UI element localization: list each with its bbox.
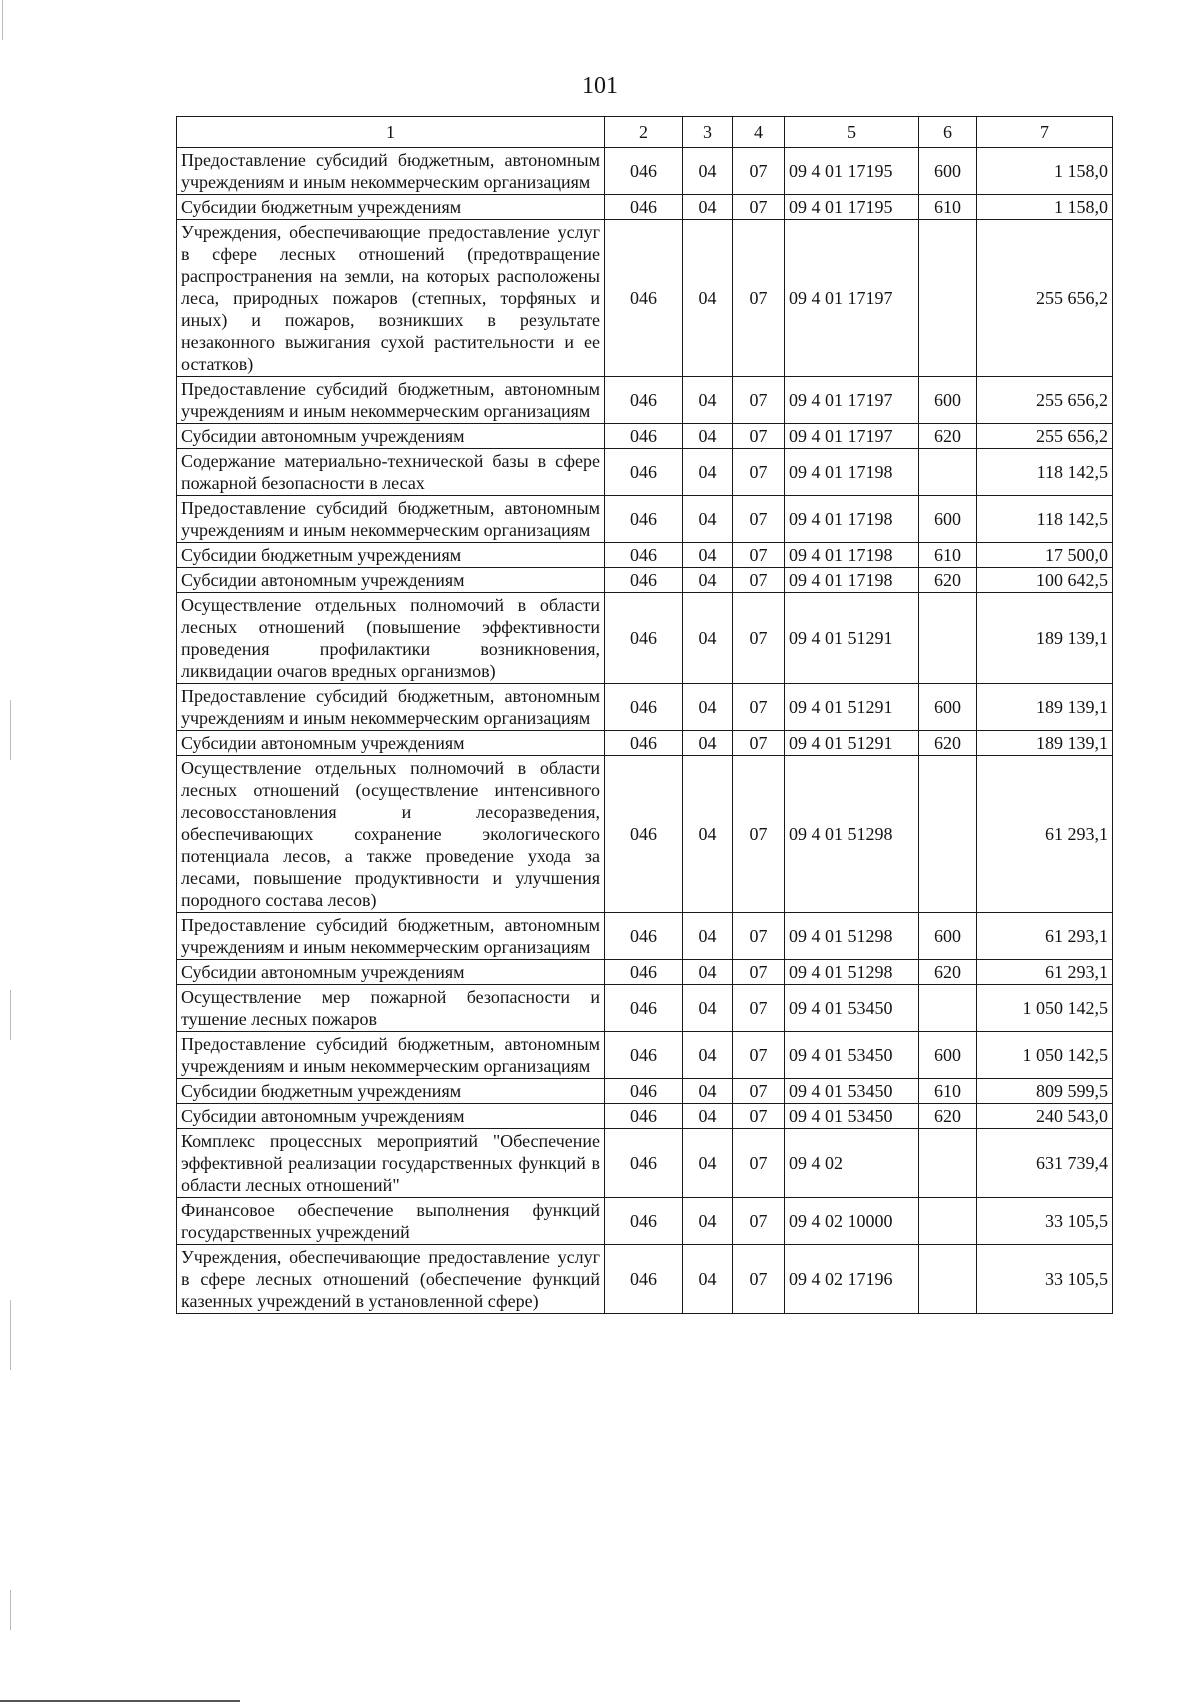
table-row (177, 148, 1113, 195)
cell-csr: 09 4 01 17197 (785, 377, 919, 424)
cell-pr: 07 (733, 1079, 785, 1104)
cell-ved: 046 (605, 731, 683, 756)
table-row (177, 496, 1113, 543)
cell-amount: 189 139,1 (977, 593, 1113, 684)
cell-vr: 610 (919, 195, 977, 220)
cell-rz: 04 (683, 220, 733, 377)
cell-name: Осуществление отдельных полномочий в области лесных отношений (повышение эффективности проведения профилактики возникновения, ликвидации очагов вредных организмов) (177, 593, 605, 684)
cell-amount: 61 293,1 (977, 960, 1113, 985)
cell-name: Субсидии автономным учреждениям (177, 1104, 605, 1129)
cell-name: Предоставление субсидий бюджетным, автономным учреждениям и иным некоммерческим организациям (177, 377, 605, 424)
cell-amount: 17 500,0 (977, 543, 1113, 568)
cell-vr (919, 220, 977, 377)
table-row (177, 1079, 1113, 1104)
cell-name: Предоставление субсидий бюджетным, автономным учреждениям и иным некоммерческим организациям (177, 496, 605, 543)
cell-name: Субсидии бюджетным учреждениям (177, 1079, 605, 1104)
cell-vr: 600 (919, 148, 977, 195)
cell-name: Учреждения, обеспечивающие предоставление услуг в сфере лесных отношений (обеспечение функций казенных учреждений в установленной сфере) (177, 1245, 605, 1314)
table-row (177, 913, 1113, 960)
cell-csr: 09 4 01 51298 (785, 913, 919, 960)
cell-rz: 04 (683, 568, 733, 593)
cell-ved: 046 (605, 148, 683, 195)
cell-ved: 046 (605, 1104, 683, 1129)
cell-pr: 07 (733, 985, 785, 1032)
cell-rz: 04 (683, 684, 733, 731)
cell-ved: 046 (605, 756, 683, 913)
cell-rz: 04 (683, 1129, 733, 1198)
cell-pr: 07 (733, 377, 785, 424)
cell-csr: 09 4 01 51291 (785, 593, 919, 684)
cell-amount: 1 050 142,5 (977, 985, 1113, 1032)
cell-ved: 046 (605, 1198, 683, 1245)
table-row (177, 377, 1113, 424)
cell-amount: 631 739,4 (977, 1129, 1113, 1198)
header-col-5: 5 (785, 117, 919, 148)
cell-ved: 046 (605, 1245, 683, 1314)
page-number: 101 (582, 73, 618, 99)
cell-csr: 09 4 01 17195 (785, 195, 919, 220)
table-body (177, 148, 1113, 1314)
header-col-3: 3 (683, 117, 733, 148)
cell-csr: 09 4 01 17198 (785, 543, 919, 568)
cell-name: Предоставление субсидий бюджетным, автономным учреждениям и иным некоммерческим организациям (177, 913, 605, 960)
cell-vr (919, 1129, 977, 1198)
cell-rz: 04 (683, 1104, 733, 1129)
cell-ved: 046 (605, 960, 683, 985)
cell-rz: 04 (683, 593, 733, 684)
cell-pr: 07 (733, 731, 785, 756)
table-header (177, 117, 1113, 148)
cell-csr: 09 4 01 53450 (785, 985, 919, 1032)
cell-amount: 255 656,2 (977, 220, 1113, 377)
cell-csr: 09 4 01 51291 (785, 684, 919, 731)
cell-vr: 620 (919, 960, 977, 985)
cell-vr (919, 1245, 977, 1314)
cell-name: Осуществление отдельных полномочий в области лесных отношений (осуществление интенсивного лесовосстановления и лесоразведения, обеспечивающих сохранение экологического потенциала лесов, а также проведение ухода за лесами, повышение продуктивности и улучшения породного состава лесов) (177, 756, 605, 913)
cell-amount: 61 293,1 (977, 756, 1113, 913)
cell-ved: 046 (605, 195, 683, 220)
table-row (177, 756, 1113, 913)
cell-rz: 04 (683, 543, 733, 568)
cell-vr: 620 (919, 1104, 977, 1129)
cell-rz: 04 (683, 449, 733, 496)
cell-vr: 600 (919, 1032, 977, 1079)
cell-amount: 809 599,5 (977, 1079, 1113, 1104)
header-col-6: 6 (919, 117, 977, 148)
cell-amount: 1 158,0 (977, 195, 1113, 220)
table-row (177, 593, 1113, 684)
cell-csr: 09 4 01 17197 (785, 424, 919, 449)
cell-rz: 04 (683, 496, 733, 543)
cell-amount: 118 142,5 (977, 449, 1113, 496)
cell-vr (919, 756, 977, 913)
cell-csr: 09 4 01 53450 (785, 1104, 919, 1129)
cell-vr: 600 (919, 377, 977, 424)
cell-name: Предоставление субсидий бюджетным, автономным учреждениям и иным некоммерческим организациям (177, 1032, 605, 1079)
cell-name: Финансовое обеспечение выполнения функций государственных учреждений (177, 1198, 605, 1245)
cell-name: Содержание материально-технической базы в сфере пожарной безопасности в лесах (177, 449, 605, 496)
cell-csr: 09 4 01 17198 (785, 496, 919, 543)
cell-pr: 07 (733, 960, 785, 985)
cell-name: Учреждения, обеспечивающие предоставление услуг в сфере лесных отношений (предотвращение распространения на земли, на которых расположены леса, природных пожаров (степных, торфяных и иных) и пожаров, возникших в результате незаконного выжигания сухой растительности и ее остатков) (177, 220, 605, 377)
cell-ved: 046 (605, 684, 683, 731)
table-row (177, 960, 1113, 985)
cell-pr: 07 (733, 220, 785, 377)
table-row (177, 1032, 1113, 1079)
table-row (177, 985, 1113, 1032)
cell-rz: 04 (683, 195, 733, 220)
cell-name: Субсидии автономным учреждениям (177, 731, 605, 756)
cell-pr: 07 (733, 1198, 785, 1245)
cell-rz: 04 (683, 1198, 733, 1245)
cell-vr (919, 449, 977, 496)
cell-rz: 04 (683, 756, 733, 913)
header-col-1: 1 (177, 117, 605, 148)
cell-ved: 046 (605, 568, 683, 593)
cell-ved: 046 (605, 913, 683, 960)
cell-rz: 04 (683, 731, 733, 756)
cell-rz: 04 (683, 960, 733, 985)
cell-rz: 04 (683, 1245, 733, 1314)
cell-csr: 09 4 01 17195 (785, 148, 919, 195)
cell-pr: 07 (733, 543, 785, 568)
cell-amount: 189 139,1 (977, 731, 1113, 756)
cell-rz: 04 (683, 1079, 733, 1104)
cell-name: Субсидии бюджетным учреждениям (177, 543, 605, 568)
cell-csr: 09 4 01 51291 (785, 731, 919, 756)
cell-rz: 04 (683, 985, 733, 1032)
cell-csr: 09 4 01 53450 (785, 1032, 919, 1079)
cell-vr: 610 (919, 1079, 977, 1104)
cell-pr: 07 (733, 1104, 785, 1129)
header-col-7: 7 (977, 117, 1113, 148)
cell-pr: 07 (733, 1245, 785, 1314)
cell-pr: 07 (733, 593, 785, 684)
table-row (177, 684, 1113, 731)
scan-bottom-rule (0, 1700, 240, 1702)
cell-name: Субсидии автономным учреждениям (177, 568, 605, 593)
cell-vr (919, 1198, 977, 1245)
cell-name: Субсидии автономным учреждениям (177, 960, 605, 985)
cell-csr: 09 4 02 17196 (785, 1245, 919, 1314)
table-row (177, 220, 1113, 377)
cell-pr: 07 (733, 1129, 785, 1198)
table-row (177, 195, 1113, 220)
cell-vr: 600 (919, 684, 977, 731)
cell-ved: 046 (605, 985, 683, 1032)
cell-rz: 04 (683, 148, 733, 195)
cell-ved: 046 (605, 1079, 683, 1104)
cell-vr (919, 593, 977, 684)
cell-amount: 1 158,0 (977, 148, 1113, 195)
cell-ved: 046 (605, 1032, 683, 1079)
cell-amount: 100 642,5 (977, 568, 1113, 593)
cell-csr: 09 4 02 (785, 1129, 919, 1198)
cell-vr: 620 (919, 568, 977, 593)
table-row (177, 1198, 1113, 1245)
cell-amount: 61 293,1 (977, 913, 1113, 960)
cell-csr: 09 4 01 17197 (785, 220, 919, 377)
cell-amount: 1 050 142,5 (977, 1032, 1113, 1079)
cell-rz: 04 (683, 1032, 733, 1079)
cell-pr: 07 (733, 449, 785, 496)
cell-csr: 09 4 01 51298 (785, 960, 919, 985)
cell-ved: 046 (605, 220, 683, 377)
cell-name: Осуществление мер пожарной безопасности и тушение лесных пожаров (177, 985, 605, 1032)
table-row (177, 1129, 1113, 1198)
table-row (177, 568, 1113, 593)
scan-edge-mark (10, 1590, 11, 1630)
cell-amount: 33 105,5 (977, 1245, 1113, 1314)
cell-vr: 600 (919, 496, 977, 543)
cell-pr: 07 (733, 496, 785, 543)
table-row (177, 424, 1113, 449)
table-row (177, 449, 1113, 496)
cell-pr: 07 (733, 913, 785, 960)
table-row (177, 1245, 1113, 1314)
cell-pr: 07 (733, 568, 785, 593)
cell-ved: 046 (605, 496, 683, 543)
cell-name: Субсидии автономным учреждениям (177, 424, 605, 449)
cell-name: Предоставление субсидий бюджетным, автономным учреждениям и иным некоммерческим организациям (177, 148, 605, 195)
cell-pr: 07 (733, 424, 785, 449)
cell-ved: 046 (605, 543, 683, 568)
cell-amount: 255 656,2 (977, 377, 1113, 424)
cell-name: Предоставление субсидий бюджетным, автономным учреждениям и иным некоммерческим организациям (177, 684, 605, 731)
cell-ved: 046 (605, 1129, 683, 1198)
cell-vr: 610 (919, 543, 977, 568)
cell-ved: 046 (605, 424, 683, 449)
budget-table (176, 116, 1113, 1314)
cell-vr: 600 (919, 913, 977, 960)
scan-edge-mark (10, 700, 11, 760)
cell-pr: 07 (733, 148, 785, 195)
scan-edge-mark (10, 990, 11, 1040)
cell-rz: 04 (683, 913, 733, 960)
cell-csr: 09 4 02 10000 (785, 1198, 919, 1245)
table-row (177, 1104, 1113, 1129)
header-col-2: 2 (605, 117, 683, 148)
cell-name: Субсидии бюджетным учреждениям (177, 195, 605, 220)
cell-ved: 046 (605, 377, 683, 424)
cell-pr: 07 (733, 1032, 785, 1079)
cell-vr: 620 (919, 731, 977, 756)
table-row (177, 543, 1113, 568)
cell-csr: 09 4 01 17198 (785, 449, 919, 496)
cell-pr: 07 (733, 195, 785, 220)
cell-ved: 046 (605, 593, 683, 684)
cell-pr: 07 (733, 756, 785, 913)
table-row (177, 731, 1113, 756)
header-row (177, 117, 1113, 148)
scan-edge-mark (10, 1300, 11, 1370)
cell-vr (919, 985, 977, 1032)
cell-csr: 09 4 01 53450 (785, 1079, 919, 1104)
cell-amount: 240 543,0 (977, 1104, 1113, 1129)
cell-rz: 04 (683, 377, 733, 424)
scan-edge-mark (2, 0, 3, 40)
cell-rz: 04 (683, 424, 733, 449)
cell-csr: 09 4 01 51298 (785, 756, 919, 913)
cell-ved: 046 (605, 449, 683, 496)
cell-pr: 07 (733, 684, 785, 731)
cell-amount: 255 656,2 (977, 424, 1113, 449)
cell-amount: 118 142,5 (977, 496, 1113, 543)
cell-amount: 33 105,5 (977, 1198, 1113, 1245)
cell-amount: 189 139,1 (977, 684, 1113, 731)
header-col-4: 4 (733, 117, 785, 148)
cell-name: Комплекс процессных мероприятий "Обеспечение эффективной реализации государственных функций в области лесных отношений" (177, 1129, 605, 1198)
cell-csr: 09 4 01 17198 (785, 568, 919, 593)
cell-vr: 620 (919, 424, 977, 449)
